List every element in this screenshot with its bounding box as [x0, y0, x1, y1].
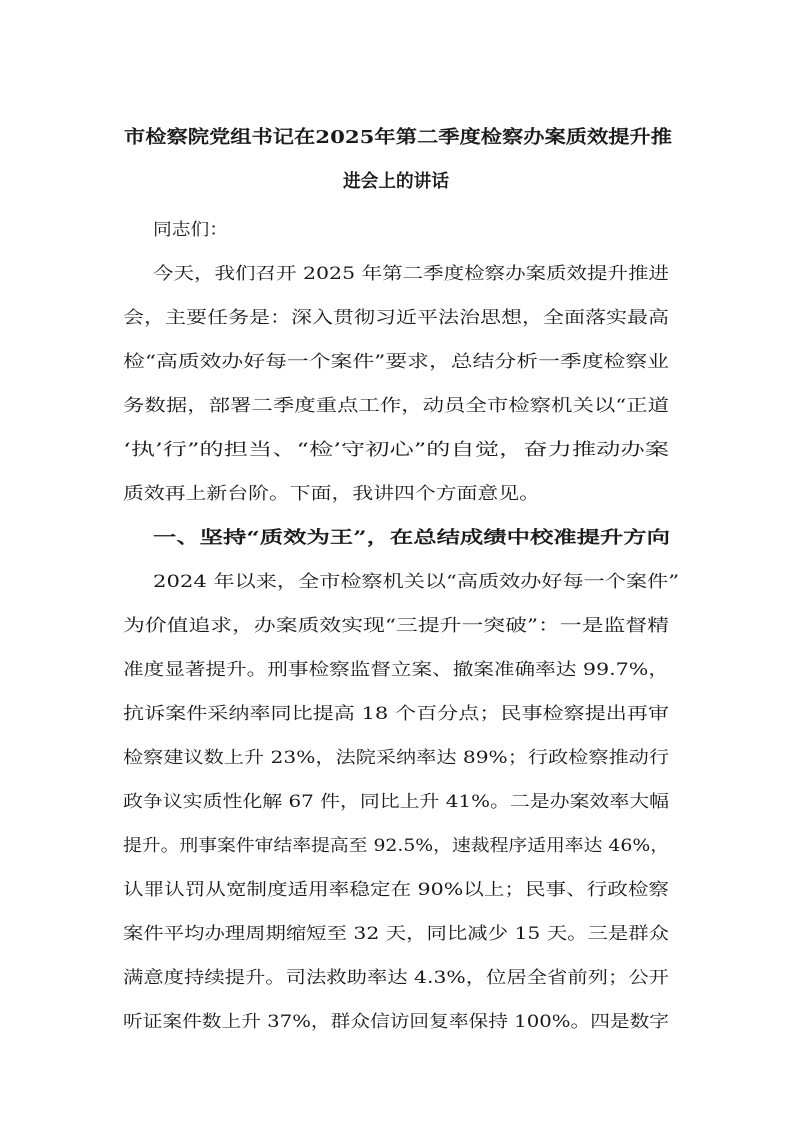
intro-line-4: 务数据，部署二季度重点工作，动员全市检察机关以“正道: [123, 396, 669, 416]
section-1-line-9: 案件平均办理周期缩短至 32 天，同比减少 15 天。三是群众: [123, 924, 669, 944]
section-1-line-7: 提升。刑事案件审结率提高至 92.5%，速裁程序适用率达 46%，: [123, 836, 669, 856]
title-line-2: 进会上的讲话: [343, 171, 449, 192]
section-1-line-4: 抗诉案件采纳率同比提高 18 个百分点；民事检察提出再审: [123, 704, 669, 724]
section-1-line-11: 听证案件数上升 37%，群众信访回复率保持 100%。四是数字: [123, 1012, 669, 1032]
greeting: 同志们：: [153, 220, 228, 240]
intro-line-6: 质效再上新台阶。下面，我讲四个方面意见。: [123, 484, 540, 504]
intro-line-5: ‘执’行”的担当、“检’守初心”的自觉，奋力推动办案: [123, 440, 669, 460]
intro-line-2: 会，主要任务是：深入贯彻习近平法治思想，全面落实最高: [123, 308, 669, 328]
intro-line-1: 今天，我们召开 2025 年第二季度检察办案质效提升推进: [153, 264, 669, 284]
intro-line-3: 检“高质效办好每一个案件”要求，总结分析一季度检察业: [123, 352, 669, 372]
section-1-line-8: 认罪认罚从宽制度适用率稳定在 90%以上；民事、行政检察: [123, 880, 669, 900]
section-1-line-3: 准度显著提升。刑事检察监督立案、撤案准确率达 99.7%，: [123, 660, 669, 680]
title-line-1: 市检察院党组书记在2025年第二季度检察办案质效提升推: [124, 127, 672, 148]
section-1-line-5: 检察建议数上升 23%，法院采纳率达 89%；行政检察推动行: [123, 748, 669, 768]
section-1-line-1: 2024 年以来，全市检察机关以“高质效办好每一个案件”: [153, 572, 679, 592]
section-1-line-6: 政争议实质性化解 67 件，同比上升 41%。二是办案效率大幅: [123, 792, 669, 812]
section-1-line-2: 为价值追求，办案质效实现“三提升一突破”：一是监督精: [123, 616, 669, 636]
section-1-line-10: 满意度持续提升。司法救助率达 4.3%，位居全省前列；公开: [123, 968, 669, 988]
section-1-heading: 一、坚持“质效为王”，在总结成绩中校准提升方向: [153, 528, 670, 548]
